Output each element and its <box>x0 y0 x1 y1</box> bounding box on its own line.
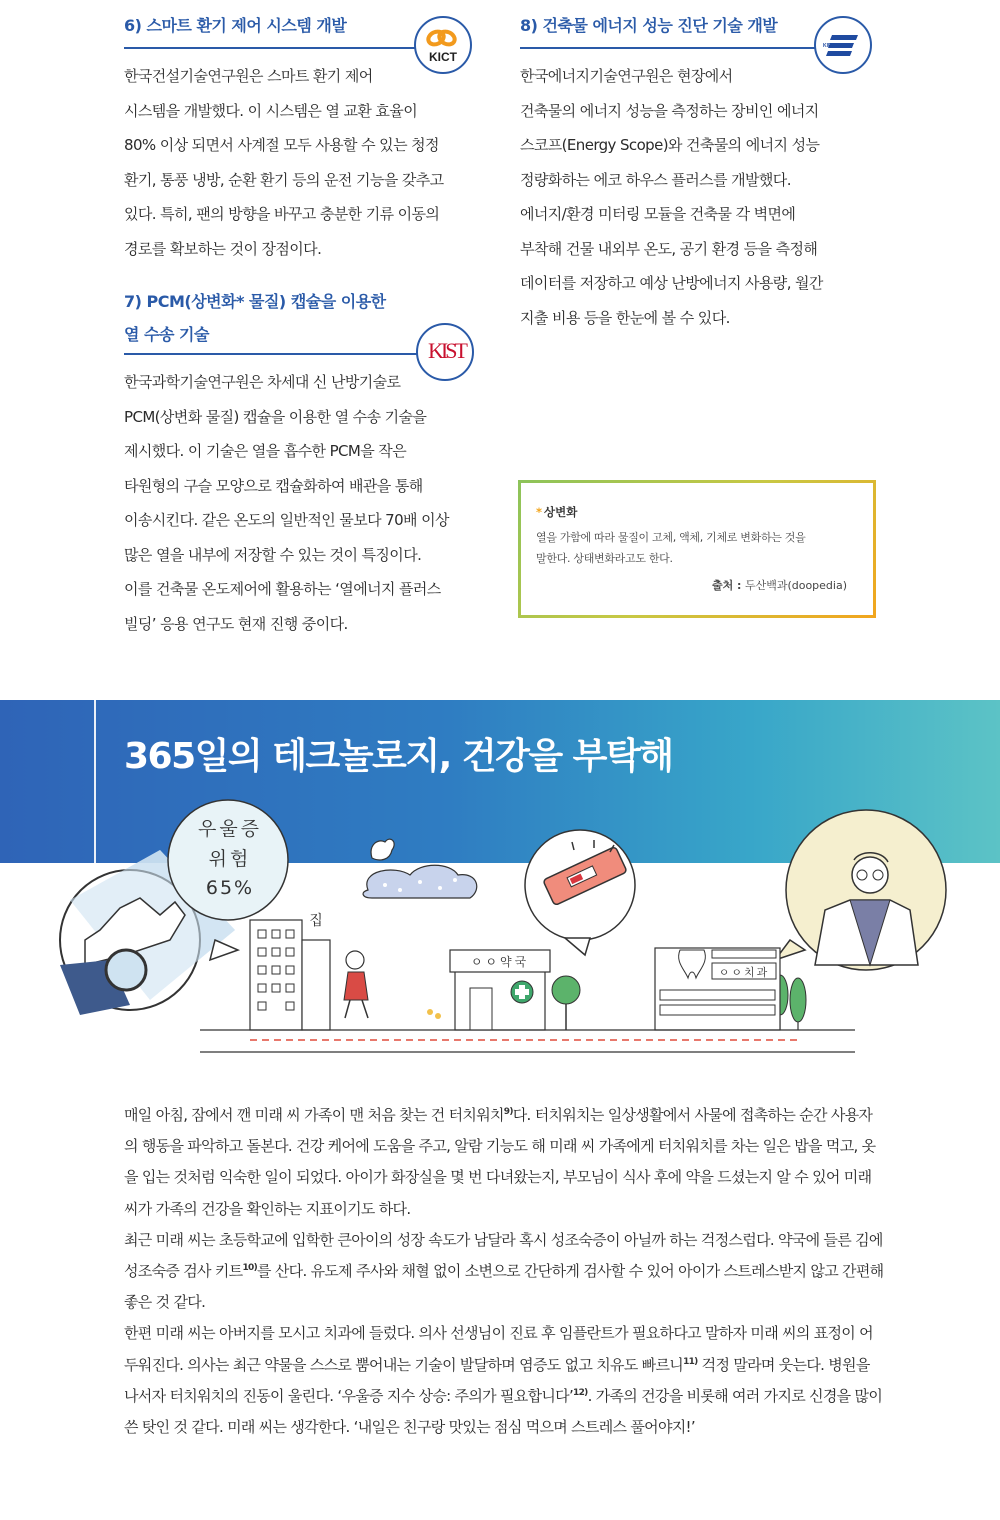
dental-building <box>655 948 780 1030</box>
section6-line: 경로를 확보하는 것이 장점이다. <box>124 239 322 258</box>
home-label: 집 <box>309 913 323 929</box>
dental-label: ㅇㅇ치과 <box>718 966 770 979</box>
banner-title: 365일의 테크놀로지, 건강을 부탁해 <box>124 736 673 777</box>
footnote-title <box>536 503 851 521</box>
section6-line: 있다. 특히, 팬의 방향을 바꾸고 충분한 기류 이동의 <box>124 205 440 223</box>
section7-line: 빌딩’ 응용 연구도 현재 진행 중이다. <box>124 614 348 633</box>
story-paragraph-3 <box>124 1318 884 1443</box>
section8-line: 건축물의 에너지 성능을 측정하는 장비인 에너지 <box>520 101 819 120</box>
section7-body <box>124 365 504 641</box>
story-text: 를 산다. 유도제 주사와 채혈 없이 소변으로 간단하게 검사할 수 있어 아이가 스트레스받지 않고 간편해 좋은 것 같다. <box>124 1262 884 1312</box>
footnote-title-text: 상변화 <box>544 505 578 519</box>
section6-title: 6) 스마트 환기 제어 시스템 개발 <box>124 16 347 35</box>
section6-body <box>124 59 504 266</box>
story-text: 매일 아침, 잠에서 깬 미래 씨 가족이 맨 처음 찾는 건 터치워치 <box>124 1106 504 1124</box>
footnote-ref: 10) <box>242 1263 258 1274</box>
footnote-ref: 12) <box>573 1387 588 1398</box>
pharmacy-building <box>450 950 550 1030</box>
section7-line: 타원형의 구슬 모양으로 캡슐화하여 배관을 통해 <box>124 476 423 495</box>
section7-title-line1: 7) PCM(상변화* 물질) 캡슐을 이용한 <box>124 292 386 311</box>
story-text: 한편 미래 씨는 아버지를 모시고 치과에 들렀다. 의사 선생님이 진료 후 임플란트가 필요하다고 말하자 미래 씨의 표정이 어두워진다. 의사는 최근 약물을 스스로 뿜어내는 기술이 발달하며 염증도 없고 치유도 빠르니 <box>124 1324 873 1374</box>
kier-logo-icon <box>820 27 866 63</box>
section7-line: 이를 건축물 온도제어에 활용하는 ‘열에너지 플러스 <box>124 580 441 598</box>
section6-line: 시스템을 개발했다. 이 시스템은 열 교환 효율이 <box>124 101 418 120</box>
footnote-source-label: 출처 : <box>711 579 742 592</box>
section8-line: 데이터를 저장하고 예상 난방에너지 사용량, 월간 <box>520 274 823 292</box>
footnote-source-value: 두산백과(doopedia) <box>744 579 847 592</box>
section6-line: 환기, 통풍 냉방, 순환 환기 등의 운전 기능을 갖추고 <box>124 170 444 189</box>
story-paragraph-1 <box>124 1100 884 1225</box>
section7-title <box>124 288 386 349</box>
kit-bubble <box>525 830 635 955</box>
section8-rule <box>520 47 820 49</box>
kier-logo-text: KIER <box>823 43 835 49</box>
section8-line: 에너지/환경 미터링 모듈을 건축물 각 벽면에 <box>520 205 796 223</box>
watch-icon <box>106 950 146 990</box>
bird-cloud <box>363 839 477 898</box>
section7-line: PCM(상변화 물질) 캡슐을 이용한 열 수송 기술을 <box>124 407 427 426</box>
story-body <box>124 1100 884 1443</box>
story-text: 다. 터치워치는 일상생활에서 사물에 접촉하는 순간 사용자의 행동을 파악하고 돌본다. 건강 케어에 도움을 주고, 알람 기능도 해 미래 씨 가족에게 터치워치를 차는 일은 밥을 먹고, 옷을 입는 것처럼 익숙한 일이 되었다. 아이가 화장실을 몇 번 다녀왔는지, 부모님이 식사 후에 약을 드셨는지 알 수 있어 미래 씨가 가족의 건강을 확인하는 지표이기도 하다. <box>124 1106 876 1218</box>
risk-line3: 65% <box>205 877 255 899</box>
section6-line: 80% 이상 되면서 사계절 모두 사용할 수 있는 청정 <box>124 136 439 154</box>
story-paragraph-2 <box>124 1225 884 1319</box>
doctor-bubble <box>775 810 946 970</box>
section7-line: 이송시킨다. 같은 온도의 일반적인 물보다 70배 이상 <box>124 511 449 529</box>
footnote-text <box>536 527 851 569</box>
section6-rule <box>124 47 422 49</box>
bird-icon <box>371 839 394 860</box>
footnote-text-line: 말한다. 상태변화라고도 한다. <box>536 552 673 565</box>
risk-line1: 우울증 <box>197 818 263 840</box>
footnote-ref: 11) <box>683 1356 698 1367</box>
story-text: . 가족의 건강을 비롯해 여러 가지로 신경을 많이 쓴 탓인 것 같다. 미래 씨는 생각한다. ‘내일은 친구랑 맛있는 점심 먹으며 스트레스 풀어야지!’ <box>124 1386 883 1437</box>
section8-line: 지출 비용 등을 한눈에 볼 수 있다. <box>520 308 730 327</box>
footnote-source <box>712 577 847 593</box>
section7-title-line2: 열 수송 기술 <box>124 325 209 344</box>
section8-title: 8) 건축물 에너지 성능 진단 기술 개발 <box>520 16 778 35</box>
pharmacy-label: ㅇㅇ약국 <box>470 955 530 969</box>
child-figure <box>344 951 368 1018</box>
section7-line: 제시했다. 이 기술은 열을 흡수한 PCM을 작은 <box>124 442 407 460</box>
section7-rule <box>124 353 422 355</box>
footnote-star-icon: * <box>536 505 543 519</box>
footnote-text-line: 열을 가함에 따라 물질이 고체, 액체, 기체로 변화하는 것을 <box>536 531 806 544</box>
section8-body <box>520 59 900 335</box>
section8-line: 정량화하는 에코 하우스 플러스를 개발했다. <box>520 170 791 189</box>
section8-line: 부착해 건물 내외부 온도, 공기 환경 등을 측정해 <box>520 239 818 258</box>
footnote-ref: 9) <box>503 1107 513 1117</box>
story-text: 걱정 말라며 웃는다. 병원을 나서자 터치워치의 진동이 울린다. ‘우울증 지수 상승: 주의가 필요합니다’ <box>124 1355 870 1405</box>
section7-line: 한국과학기술연구원은 차세대 신 난방기술로 <box>124 373 401 391</box>
risk-line2: 위험 <box>208 848 252 870</box>
kict-logo-text: KICT <box>429 50 457 64</box>
section7-line: 많은 열을 내부에 저장할 수 있는 것이 특징이다. <box>124 545 422 564</box>
home-building <box>250 912 330 1030</box>
footnote-inner <box>521 483 873 615</box>
kist-logo-text: KIST <box>428 338 465 363</box>
footnote-box <box>518 480 876 618</box>
section8-line: 한국에너지기술연구원은 현장에서 <box>520 67 733 85</box>
risk-bubble <box>168 800 288 920</box>
city-illustration <box>0 790 1000 1080</box>
section8-line: 스코프(Energy Scope)와 건축물의 에너지 성능 <box>520 136 820 154</box>
section6-line: 한국건설기술연구원은 스마트 환기 제어 <box>124 67 373 85</box>
story-text: 최근 미래 씨는 초등학교에 입학한 큰아이의 성장 속도가 남달라 혹시 성조숙증이 아닐까 하는 걱정스럽다. 약국에 들른 김에 성조숙증 검사 키트 <box>124 1230 883 1281</box>
